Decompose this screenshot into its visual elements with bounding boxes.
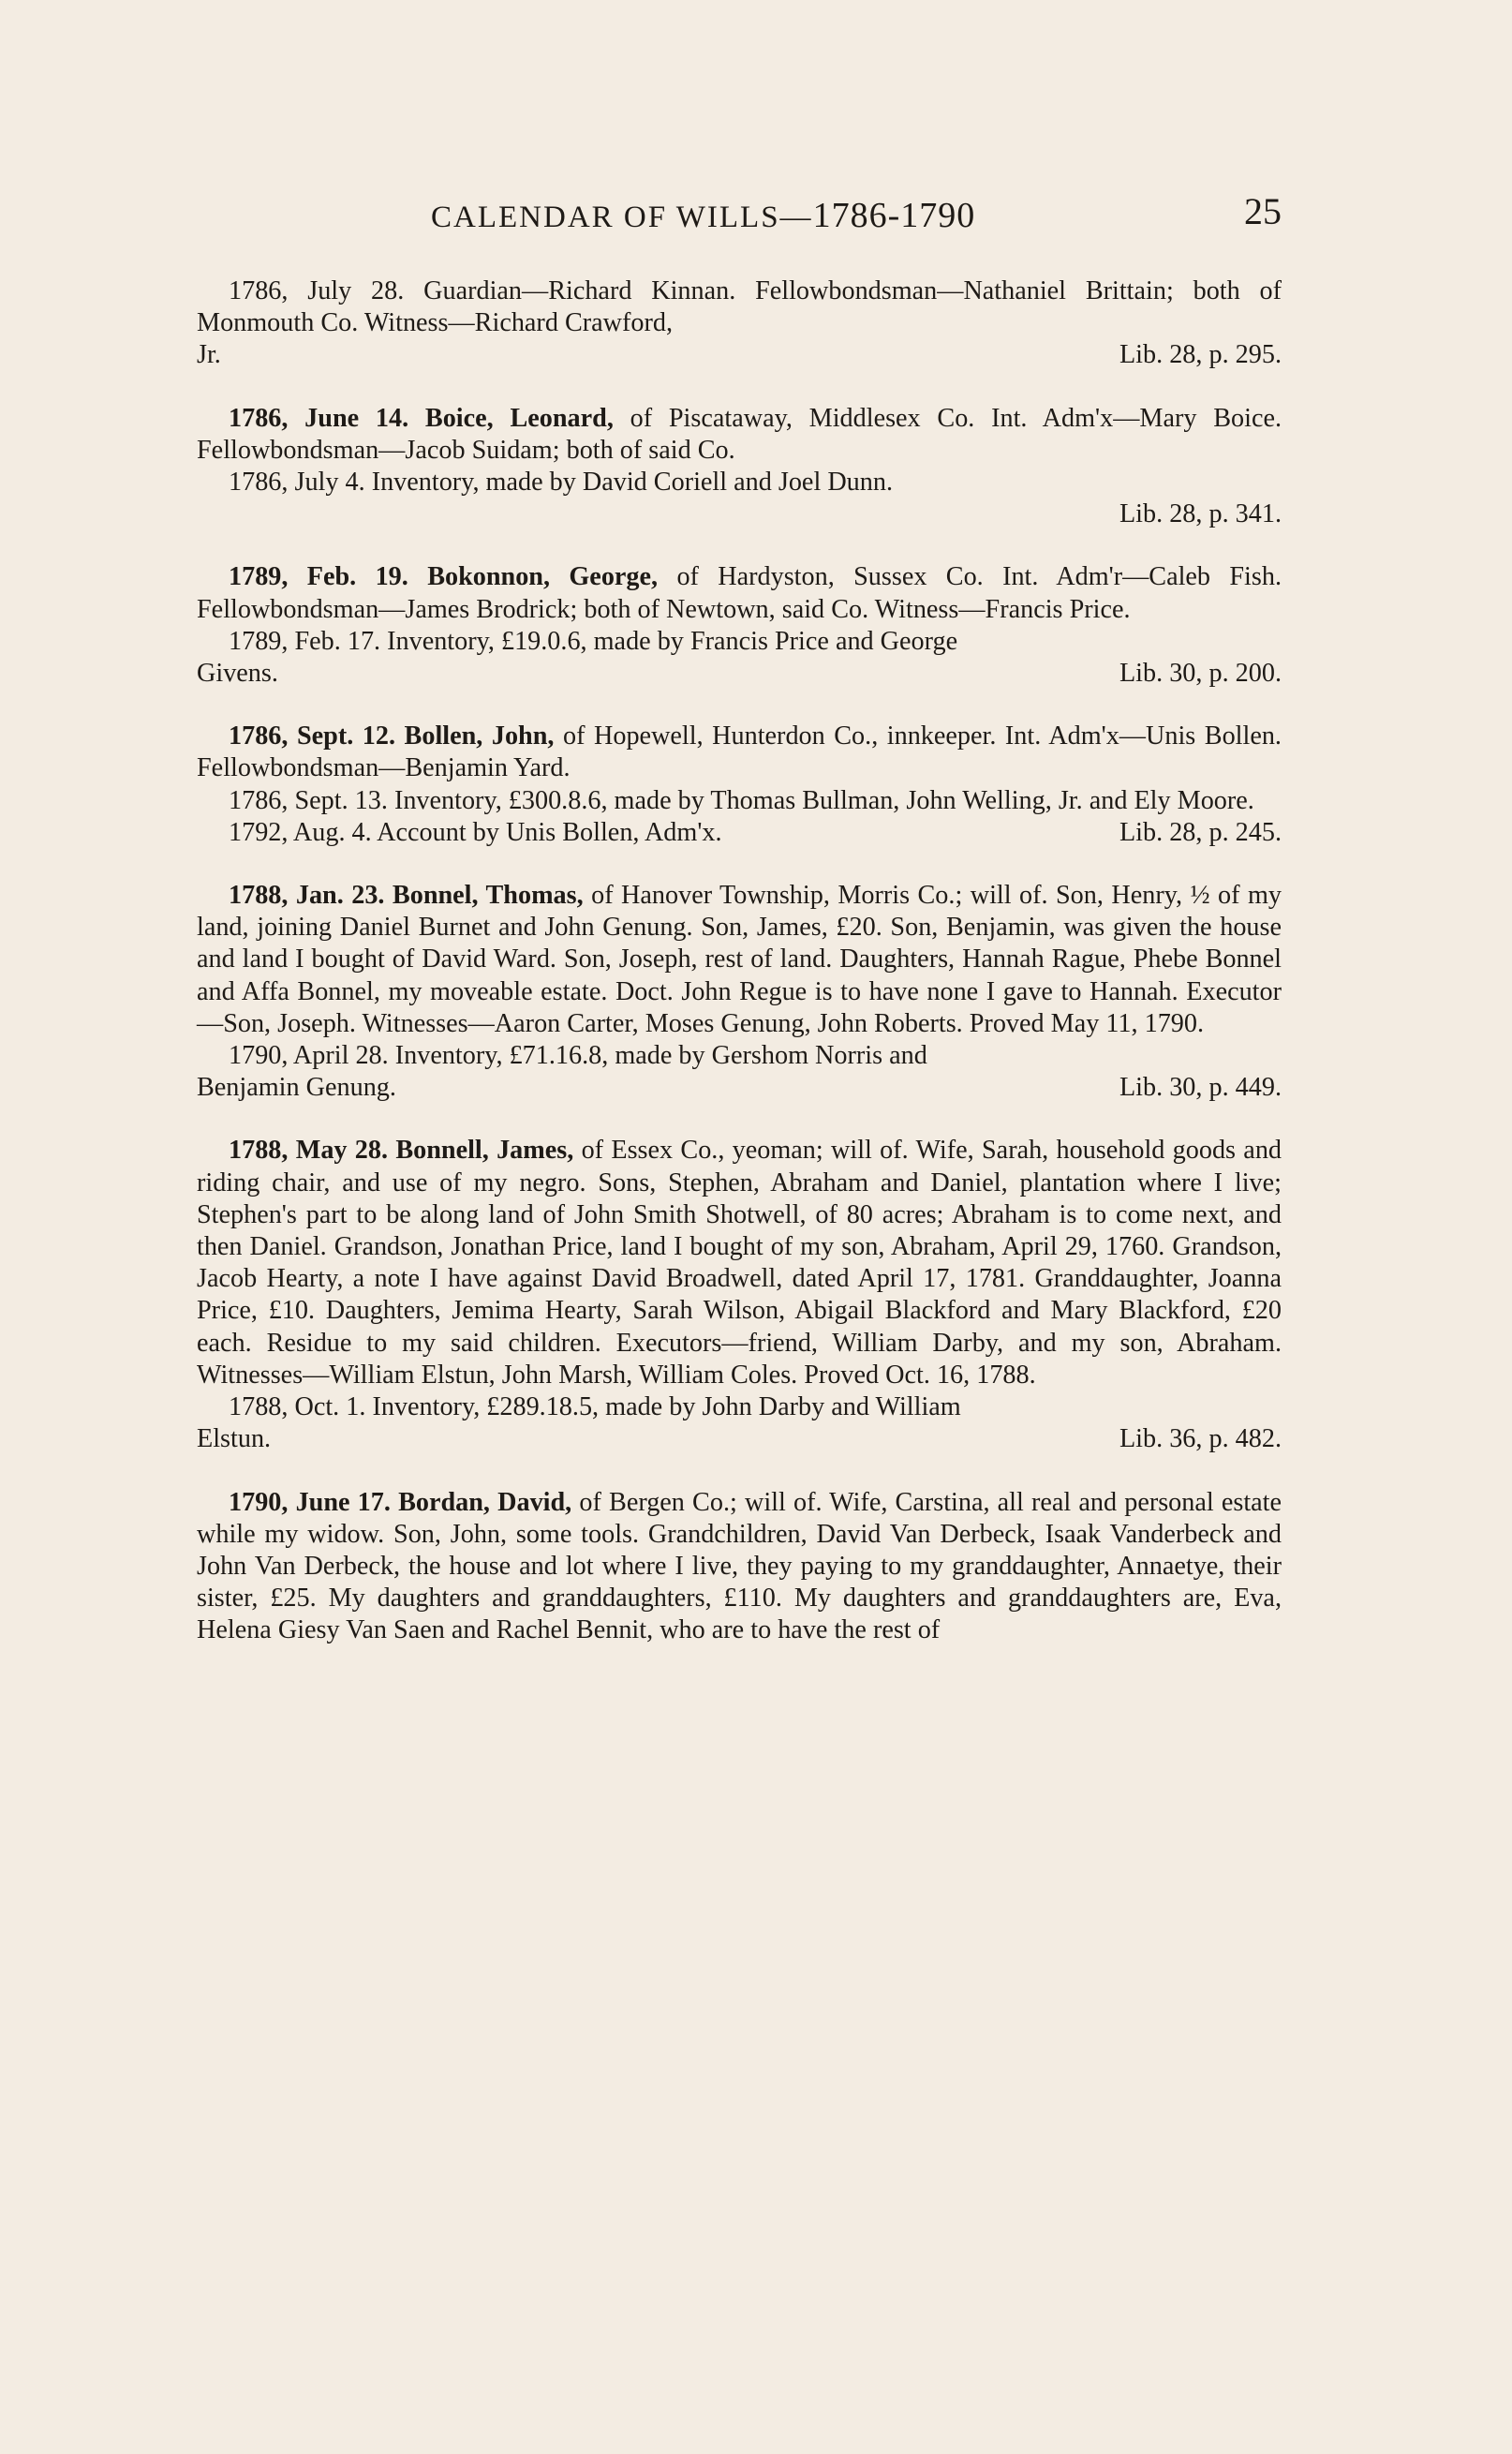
entry-paragraph xyxy=(197,275,1282,339)
entry-paragraph xyxy=(197,721,1282,784)
page-header xyxy=(197,189,1282,245)
entry-name: Bonnell, James, xyxy=(395,1136,574,1166)
entry-paragraph xyxy=(197,1487,1282,1647)
entry-last-line xyxy=(197,339,1282,371)
running-title xyxy=(431,195,975,236)
entry-tail: Jr. xyxy=(197,340,221,370)
entry-date: 1786, Sept. 12. xyxy=(229,721,396,751)
entry-paragraph xyxy=(197,880,1282,1040)
calendar-entries xyxy=(197,275,1282,1678)
will-entry xyxy=(197,1487,1282,1647)
will-entry xyxy=(197,275,1282,372)
entry-subentry: 1789, Feb. 17. Inventory, £19.0.6, made by Francis Price and George xyxy=(229,626,958,656)
will-entry xyxy=(197,880,1282,1104)
running-title-years: 1786-1790 xyxy=(812,196,976,235)
entry-last-line xyxy=(197,1423,1282,1455)
entry-tail: Elstun. xyxy=(197,1424,272,1454)
will-entry xyxy=(197,721,1282,849)
entry-text: Guardian—Richard Kinnan. Fellowbondsman—Nathaniel Brittain; both of Monmouth Co. Witness—Richard Crawford, xyxy=(197,276,1282,338)
entry-name: Bordan, David, xyxy=(398,1487,572,1517)
entry-date: 1788, Jan. 23. xyxy=(229,881,385,911)
entry-name: Bokonnon, George, xyxy=(427,562,659,592)
page-number: 25 xyxy=(1244,190,1282,232)
library-reference: Lib. 28, p. 341. xyxy=(1119,499,1282,529)
entry-text: of Bergen Co.; will of. Wife, Carstina, all real and personal estate while my widow. Son, John, some tools. Grandchildren, David Van Derbeck, Isaak Vanderbeck and John Van Derbeck, the house and lot where I live, they paying to my granddaughter, Annaetye, their sister, £25. My daughters and granddaughters, £110. My daughters and granddaughters are, Eva, Helena Giesy Van Saen and Rachel Bennit, who are to have the rest of xyxy=(197,1487,1282,1645)
entry-name: Bonnel, Thomas, xyxy=(392,881,584,911)
entry-text: of Hopewell, Hunterdon Co., innkeeper. Int. Adm'x—Unis Bollen. Fellowbondsman—Benjamin Yard. xyxy=(197,721,1282,783)
entry-date: 1789, Feb. 19. xyxy=(229,562,408,592)
entry-subentry: 1788, Oct. 1. Inventory, £289.18.5, made by John Darby and William xyxy=(229,1392,961,1422)
library-reference: Lib. 30, p. 200. xyxy=(1119,659,1282,689)
entry-date: 1786, June 14. xyxy=(229,403,409,433)
entry-last-line xyxy=(197,658,1282,690)
entry-date: 1790, June 17. xyxy=(229,1487,391,1517)
will-entry xyxy=(197,403,1282,531)
library-reference: Lib. 30, p. 449. xyxy=(1119,1073,1282,1103)
entry-subentry: 1786, July 4. Inventory, made by David Coriell and Joel Dunn. xyxy=(229,468,894,498)
entry-last-line xyxy=(197,817,1282,849)
entry-date: 1788, May 28. xyxy=(229,1136,389,1166)
entry-tail: Benjamin Genung. xyxy=(197,1073,396,1103)
entry-tail: 1792, Aug. 4. Account by Unis Bollen, Adm'x. xyxy=(229,817,722,847)
library-reference: Lib. 36, p. 482. xyxy=(1119,1424,1282,1454)
entry-text: of Hanover Township, Morris Co.; will of. Son, Henry, ½ of my land, joining Daniel Burnet and John Genung. Son, James, £20. Son, Benjamin, was given the house and land I bought of David Ward. Son, Joseph, rest of land. Daughters, Hannah Rague, Phebe Bonnel and Affa Bonnel, my moveable estate. Doct. John Regue is to have none I gave to Hannah. Executor—Son, Joseph. Witnesses—Aaron Carter, Moses Genung, John Roberts. Proved May 11, 1790. xyxy=(197,881,1282,1038)
entry-last-line xyxy=(197,498,1282,530)
entry-paragraph xyxy=(197,561,1282,625)
entry-subentry: 1790, April 28. Inventory, £71.16.8, made by Gershom Norris and xyxy=(229,1041,927,1071)
entry-paragraph xyxy=(197,403,1282,467)
entry-text: of Essex Co., yeoman; will of. Wife, Sarah, household goods and riding chair, and use of my negro. Sons, Stephen, Abraham and Daniel, plantation where I live; Stephen's part to be along land of John Smith Shotwell, of 80 acres; Abraham is to come next, and then Daniel. Grandson, Jonathan Price, land I bought of my son, Abraham, April 29, 1760. Grandson, Jacob Hearty, a note I have against David Broadwell, dated April 17, 1781. Granddaughter, Joanna Price, £10. Daughters, Jemima Hearty, Sarah Wilson, Abigail Blackford and Mary Blackford, £20 each. Residue to my said children. Executors—friend, William Darby, and my son, Abraham. Witnesses—William Elstun, John Marsh, William Coles. Proved Oct. 16, 1788. xyxy=(197,1136,1282,1390)
entry-last-line xyxy=(197,1072,1282,1104)
library-reference: Lib. 28, p. 245. xyxy=(1119,817,1282,847)
entry-name: Boice, Leonard, xyxy=(424,403,614,433)
entry-text: of Piscataway, Middlesex Co. Int. Adm'x—Mary Boice. Fellowbondsman—Jacob Suidam; both of said Co. xyxy=(197,403,1282,465)
will-entry xyxy=(197,1135,1282,1455)
will-entry xyxy=(197,561,1282,690)
entry-paragraph xyxy=(197,1135,1282,1391)
library-reference: Lib. 28, p. 295. xyxy=(1119,340,1282,370)
entry-subentry: 1786, Sept. 13. Inventory, £300.8.6, made by Thomas Bullman, John Welling, Jr. and Ely Moore. xyxy=(229,785,1254,815)
entry-text: of Hardyston, Sussex Co. Int. Adm'r—Caleb Fish. Fellowbondsman—James Brodrick; both of Newtown, said Co. Witness—Francis Price. xyxy=(197,562,1282,624)
entry-name: Bollen, John, xyxy=(404,721,555,751)
entry-date: 1786, July 28. xyxy=(229,276,405,305)
entry-tail: Givens. xyxy=(197,659,278,689)
running-title-text: CALENDAR OF WILLS— xyxy=(431,201,813,234)
